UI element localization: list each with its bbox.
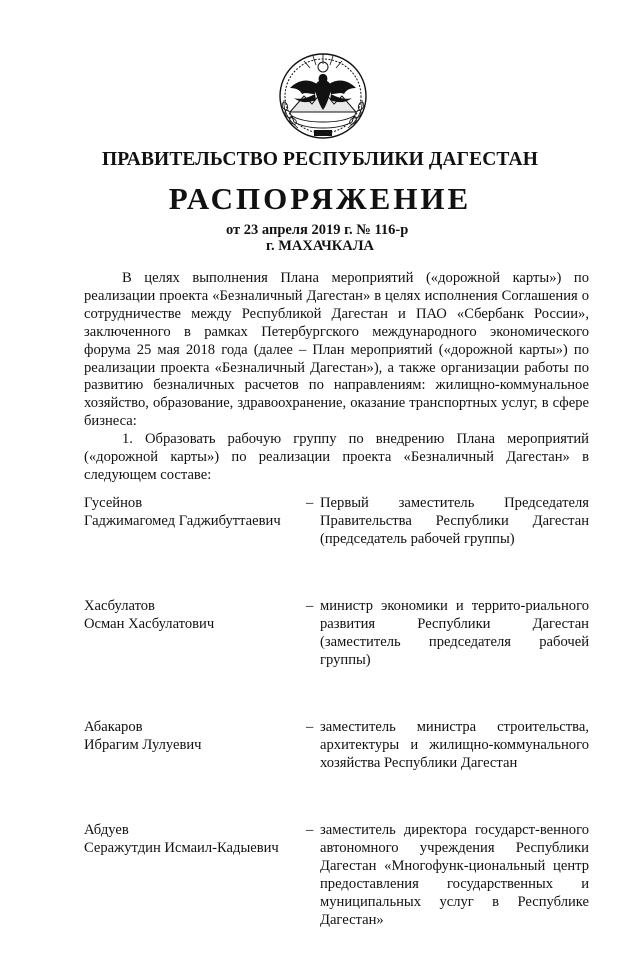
preamble-paragraph: В целях выполнения Плана мероприятий («дорожной карты») по реализации проекта «Безналичный Дагестан» в целях исполнения Соглашения о сотрудничестве между Республикой Дагестан и ПАО «Сбербанк России», заключенного в рамках Петербургского международного экономического форума 25 мая 2018 года (далее – План мероприятий («дорожной карты») по реализации проекта «Безналичный Дагестан»), а также организации работы по развитию безналичных расчетов по направлениям: жилищно-коммунальное хозяйство, образование, здравоохранение, оказание транспортных услуг, в сфере бизнеса:: [84, 270, 589, 430]
member-role: министр экономики и террито-риального развития Республики Дагестан (заместитель председателя рабочей группы): [320, 598, 589, 668]
member-surname: Хасбулатов: [84, 598, 155, 614]
member-row: [84, 821, 589, 929]
member-name: [84, 718, 306, 772]
member-surname: Абакаров: [84, 719, 143, 735]
member-role: заместитель министра строительства, архитектуры и жилищно-коммунального хозяйства Республики Дагестан: [320, 719, 589, 771]
member-dash: –: [306, 719, 314, 735]
item-1-paragraph: 1. Образовать рабочую группу по внедрению Плана мероприятий («дорожной карты») по реализации проекта «Безналичный Дагестан» в следующем составе:: [84, 431, 589, 483]
member-dash: –: [306, 598, 314, 614]
city: г. МАХАЧКАЛА: [266, 238, 374, 254]
government-title: ПРАВИТЕЛЬСТВО РЕСПУБЛИКИ ДАГЕСТАН: [101, 149, 538, 170]
member-name: [84, 821, 306, 929]
order-body: [84, 270, 589, 485]
member-row: [84, 597, 589, 669]
member-dash: –: [306, 822, 314, 838]
member-given-name: Серажутдин Исмаил-Кадыевич: [84, 840, 279, 856]
member-given-name: Гаджимагомед Гаджибуттаевич: [84, 513, 281, 529]
member-name: [84, 597, 306, 669]
member-surname: Абдуев: [84, 822, 129, 838]
working-group-members: [84, 494, 589, 978]
member-given-name: Ибрагим Лулуевич: [84, 737, 202, 753]
date-number: от 23 апреля 2019 г. № 116-р: [226, 222, 409, 238]
member-given-name: Осман Хасбулатович: [84, 616, 215, 632]
member-row: [84, 494, 589, 548]
member-role: заместитель директора государст-венного автономного учреждения Республики Дагестан «Многофунк-циональный центр предоставления государственных и муниципальных услуг в Республике Дагестан»: [320, 822, 589, 928]
dagestan-coat-of-arms-eagle-icon: [268, 50, 378, 142]
member-row: [84, 718, 589, 772]
member-dash: –: [306, 495, 314, 511]
member-surname: Гусейнов: [84, 495, 143, 511]
member-role: Первый заместитель Председателя Правительства Республики Дагестан (председатель рабочей группы): [320, 495, 589, 547]
member-name: [84, 494, 306, 548]
document-type-title: РАСПОРЯЖЕНИЕ: [168, 181, 472, 216]
